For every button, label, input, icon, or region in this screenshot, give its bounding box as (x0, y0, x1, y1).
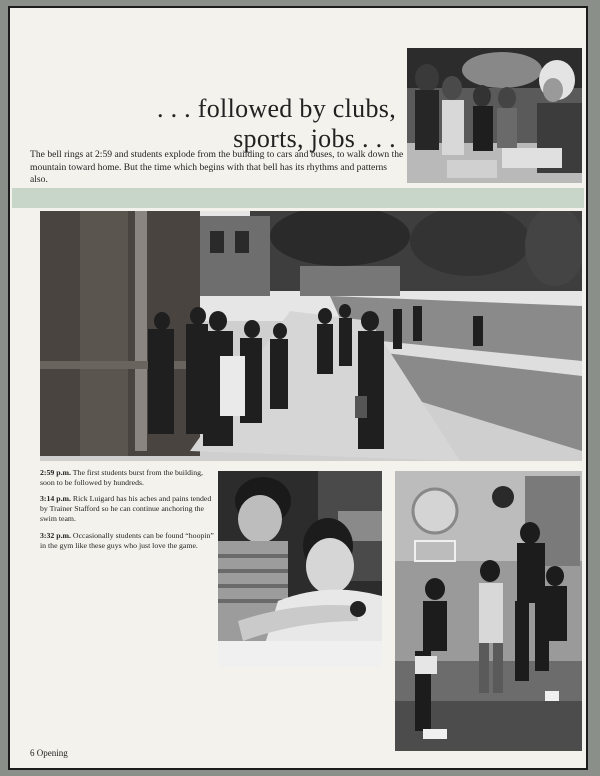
caption-time: 3:32 p.m. (40, 531, 71, 540)
page-folio: 6 Opening (30, 748, 68, 758)
headline-line-1: . . . followed by clubs, (156, 94, 396, 123)
club-table-photo (407, 48, 582, 183)
caption-time: 3:14 p.m. (40, 494, 71, 503)
caption-3-32 (40, 531, 218, 551)
caption-2-59 (40, 468, 218, 488)
green-band (12, 188, 584, 208)
trainer-photo (218, 471, 382, 667)
intro-paragraph: The bell rings at 2:59 and students explode from the building to cars and buses, to walk down the mountain toward home. But the time which begins with that bell has its rhythms and patterns also. (30, 149, 404, 185)
caption-text: Rick Luigard has his aches and pains tended by Trainer Stafford so he can continue anchoring the swim team. (40, 494, 212, 523)
caption-text: The first students burst from the building, soon to be followed by hundreds. (40, 468, 203, 487)
headline-line-2: sports, jobs . . . (233, 124, 396, 153)
students-leaving-photo (40, 211, 582, 461)
headline (56, 94, 396, 154)
basketball-photo (395, 471, 582, 751)
caption-time: 2:59 p.m. (40, 468, 71, 477)
caption-3-14 (40, 494, 218, 524)
caption-text: Occasionally students can be found “hoopin” in the gym like these guys who just love the game. (40, 531, 214, 550)
yearbook-page (8, 6, 588, 770)
